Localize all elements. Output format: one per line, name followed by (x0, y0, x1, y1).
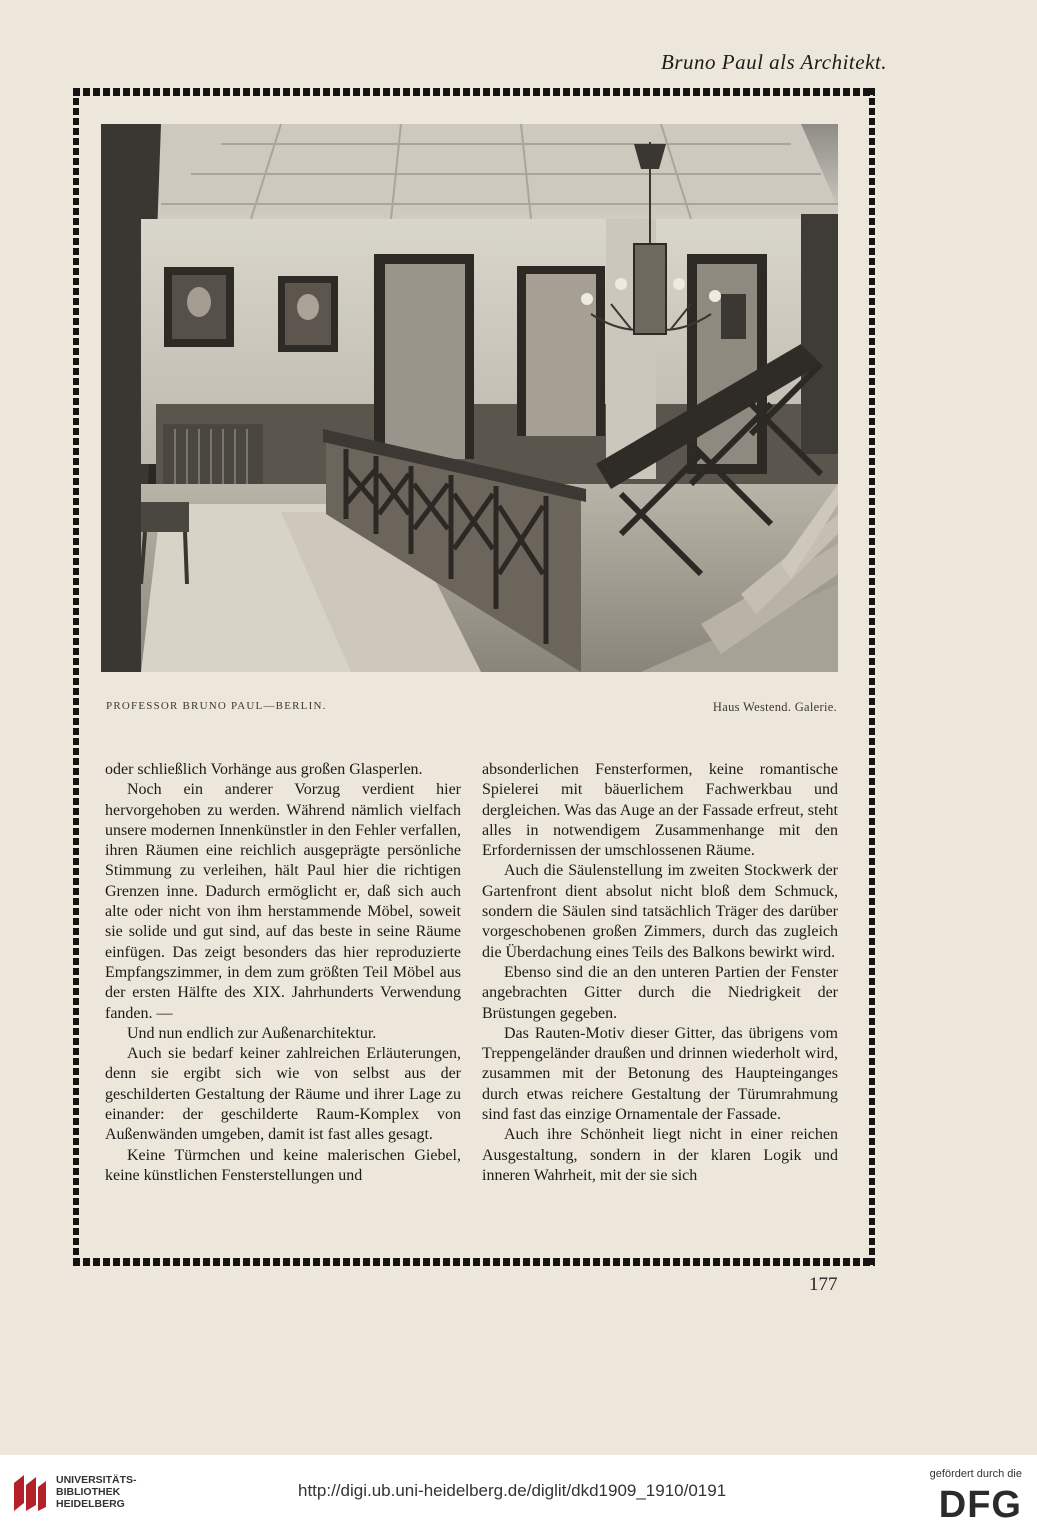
sponsor-label: gefördert durch die (929, 1468, 1022, 1480)
paragraph: Keine Türmchen und keine malerischen Giebel, keine künstlichen Fensterstellungen und (105, 1146, 461, 1184)
border-top (73, 88, 875, 96)
paragraph: Noch ein anderer Vorzug verdient hier hervorgehoben zu werden. Während nämlich vielfach unsere modernen Innenkünstler in den Fehler verfallen, ihren Räumen eine reichlich ausgeprägte persönliche Stimmung zu verleihen, hält Paul hier die richtigen Grenzen inne. Dadurch ermöglicht er, daß sich auch alte oder nicht von ihm herstammende Möbel, soweit sie solide und gut sind, auf das beste in seine Räume einfügen. Das zeigt besonders das hier reproduzierte Empfangszimmer, in dem zum größten Teil Möbel aus der ersten Hälfte des XIX. Jahrhunderts Verwendung fanden. — (105, 781, 461, 1022)
border-left (73, 88, 79, 1266)
paragraph: Auch ihre Schönheit liegt nicht in einer reichen Ausgestaltung, sondern in der klaren Logik und inneren Wahrheit, mit der sie sich (482, 1126, 838, 1184)
photo-caption-credit: PROFESSOR BRUNO PAUL—BERLIN. (106, 700, 327, 712)
decorative-border-frame (73, 88, 875, 1266)
library-name (56, 1474, 137, 1510)
text-column-left (105, 760, 461, 1186)
library-name-line: UNIVERSITÄTS- (56, 1474, 137, 1486)
digitization-footer (0, 1455, 1037, 1533)
dfg-logo: DFG (938, 1484, 1022, 1526)
permalink-url[interactable]: http://digi.ub.uni-heidelberg.de/diglit/dkd1909_1910/0191 (298, 1481, 727, 1500)
paragraph: Das Rauten-Motiv dieser Gitter, das übrigens vom Treppengeländer draußen und drinnen wiederholt wird, zusammen mit der Betonung des Haupteinganges durch etwas reichere Gestaltung der Türumrahmung sind fast das einzige Ornamentale der Fassade. (482, 1024, 838, 1124)
interior-photograph (101, 124, 838, 672)
library-name-line: HEIDELBERG (56, 1498, 125, 1510)
page-number: 177 (809, 1274, 838, 1295)
paragraph: oder schließlich Vorhänge aus großen Glasperlen. (105, 761, 423, 778)
border-bottom (73, 1258, 875, 1266)
paragraph: absonderlichen Fensterformen, keine romantische Spielerei mit bäuerlichem Fachwerkbau und dergleichen. Was das Auge an der Fassade erfreut, steht alles in notwendigem Zusammenhange mit den Erfordernissen der umschlossenen Räume. (482, 761, 838, 860)
paragraph: Und nun endlich zur Außenarchitektur. (127, 1024, 377, 1042)
university-library-logo-icon (10, 1471, 50, 1515)
paragraph: Ebenso sind die an den unteren Partien der Fenster angebrachten Gitter durch die Niedrigkeit der Brüstungen gegeben. (482, 963, 838, 1022)
border-right (869, 88, 875, 1266)
gallery-staircase-illustration (101, 124, 838, 672)
library-name-line: BIBLIOTHEK (56, 1486, 121, 1498)
running-title: Bruno Paul als Architekt. (661, 50, 887, 74)
photo-caption-title: Haus Westend. Galerie. (712, 700, 837, 714)
text-column-right (482, 760, 838, 1186)
paragraph: Auch sie bedarf keiner zahlreichen Erläuterungen, denn sie ergibt sich wie von selbst aus der geschilderten Gestaltung der Räume und ihrer Lage zu einander: der geschilderte Raum-Komplex von Außenwänden umgeben, damit ist fast alles gesagt. (105, 1045, 461, 1144)
paragraph: Auch die Säulenstellung im zweiten Stockwerk der Gartenfront dient absolut nicht bloß dem Schmuck, sondern die Säulen sind tatsächlich Träger des darüber vorgeschobenen großen Zimmers, durch das zugleich die Überdachung eines Teils des Balkons bewirkt wird. (482, 862, 838, 961)
